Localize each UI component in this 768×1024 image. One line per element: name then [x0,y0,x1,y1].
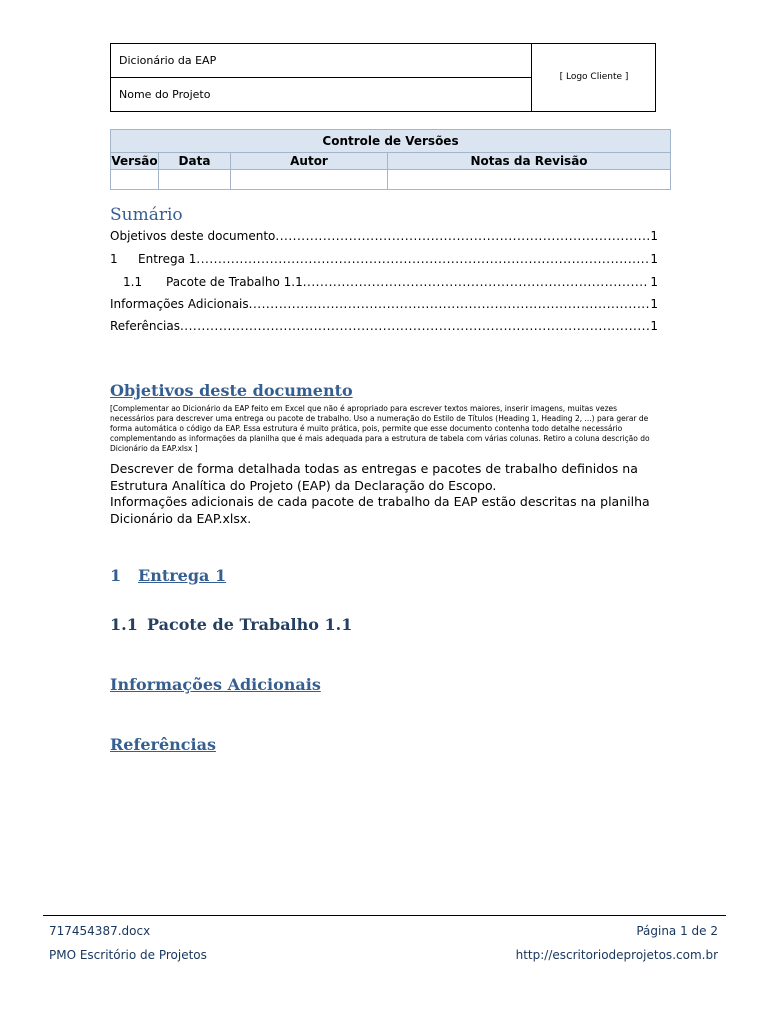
footer-url[interactable]: http://escritoriodeprojetos.com.br [515,948,718,962]
header-left-cell [111,44,532,111]
toc-leader [275,229,649,243]
toc-entry-objectives[interactable] [110,229,658,247]
version-control-table [110,129,671,190]
heading-refs: Referências [110,735,216,754]
table-row [111,170,671,190]
table-cell [231,170,388,190]
toc-title: Sumário [110,205,183,225]
toc-leader [180,319,649,333]
toc-page-number: 1 [650,319,658,333]
toc-entry-number: 1 [110,252,118,266]
logo-placeholder: [ Logo Cliente ] [559,72,629,82]
toc-entry-label: Entrega 1 [138,252,197,266]
instruction-note: [Complementar ao Dicionário da EAP feito em Excel que não é apropriado para escrever textos maiores, inserir imagens, muitas vezes necessários para descrever uma entrega ou pacote de trabalho. Uso a numeração do Estilo de Títulos (Heading 1, Heading 2, ...) para gerar de forma automática o código da EAP. Essa estrutura é muito prática, pois, permite que esse documento contenha todo detalhe necessário complementando as informações da planilha que é mais adequada para a estrutura de tabela com várias colunas. Retiro a coluna descrição do Dicionário da EAP.xlsx ] [110,404,650,453]
footer-company: PMO Escritório de Projetos [49,948,207,962]
toc-entry-label: Objetivos deste documento [110,229,276,243]
footer-page-number: Página 1 de 2 [636,924,718,938]
toc-entry-label: Pacote de Trabalho 1.1 [166,275,303,289]
table-cell [388,170,671,190]
doc-title: Dicionário da EAP [111,44,531,78]
toc-page-number: 1 [650,229,658,243]
footer-filename: 717454387.docx [49,924,151,938]
column-header-version: Versão [111,154,158,168]
header-box [110,43,656,112]
toc-entry-refs[interactable] [110,319,658,337]
toc-page-number: 1 [650,297,658,311]
version-table-title: Controle de Versões [111,130,671,153]
column-header-date: Data [159,153,231,170]
heading-entrega-number: 1 [110,566,122,585]
toc-entry-label: Informações Adicionais [110,297,249,311]
table-cell [159,170,231,190]
toc-leader [249,297,650,311]
column-header-author: Autor [231,153,388,170]
heading-info: Informações Adicionais [110,675,321,694]
table-cell [111,170,159,190]
heading-pacote: Pacote de Trabalho 1.1 [147,615,353,634]
toc-entry-info[interactable] [110,297,658,315]
toc-entry-pacote-1-1[interactable] [110,275,658,293]
heading-entrega: Entrega 1 [138,566,227,585]
toc-leader [303,275,650,289]
objectives-paragraph-2: Informações adicionais de cada pacote de trabalho da EAP estão descritas na planilha Dicionário da EAP.xlsx. [110,494,650,526]
toc-leader [196,252,649,266]
heading-pacote-number: 1.1 [110,615,138,634]
toc-entry-number: 1.1 [123,275,143,289]
toc-entry-label: Referências [110,319,180,333]
heading-objectives: Objetivos deste documento [110,381,353,400]
column-header-notes: Notas da Revisão [388,153,671,170]
toc-page-number: 1 [650,275,658,289]
footer-divider [43,915,726,916]
toc-entry-entrega-1[interactable] [110,252,658,270]
project-name: Nome do Projeto [119,88,211,101]
objectives-paragraph-1: Descrever de forma detalhada todas as entregas e pacotes de trabalho definidos na Estrutura Analítica do Projeto (EAP) da Declaração do Escopo. [110,461,638,493]
toc-page-number: 1 [650,252,658,266]
